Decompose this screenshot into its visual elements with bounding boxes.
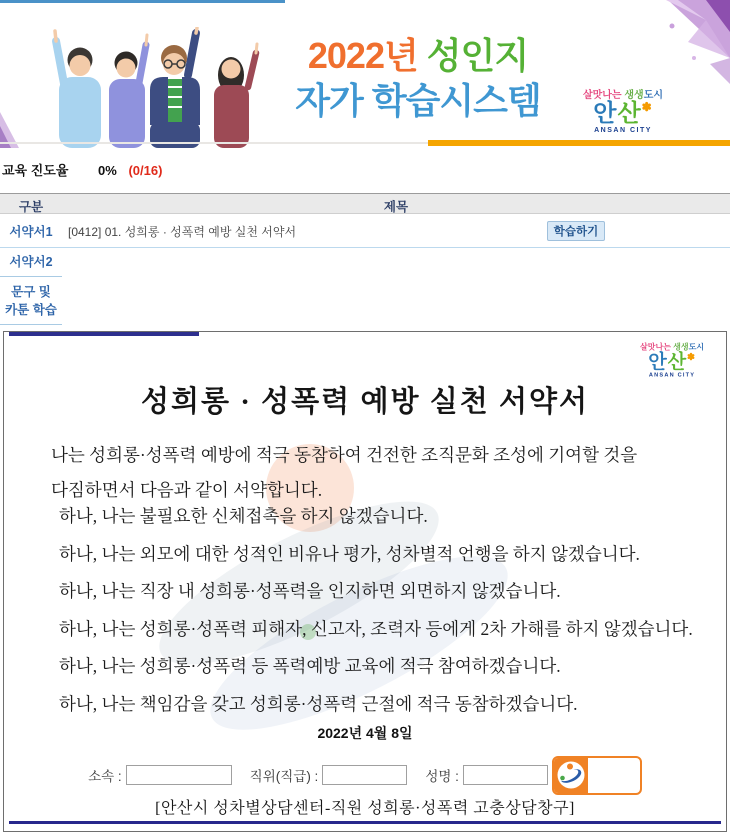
column-header-title: 제목 [383,200,409,214]
progress-percent: 0% [98,163,117,178]
pledge-intro-line2: 다짐하면서 다음과 같이 서약합니다. [51,480,323,500]
pledge-document [3,331,727,832]
document-navy-bottom-rule [9,821,721,824]
row-divider [0,247,730,248]
star-icon: ✽ [641,100,653,114]
banner-title-year: 2022년 [307,35,418,76]
table-row-category-cartoon[interactable]: 문구 및 카툰 학습 [5,285,57,317]
banner-floor-line [0,142,440,144]
ansan-symbol-icon [554,758,588,793]
progress-count: (0/16) [128,163,163,178]
pledge-item: 하나, 나는 성희롱·성폭력 등 폭력예방 교육에 적극 참여하겠습니다. [59,656,561,676]
tagline-blue: 도시 [643,90,664,101]
position-field[interactable] [322,765,407,785]
pledge-item: 하나, 나는 성희롱·성폭력 피해자, 신고자, 조력자 등에게 2차 가해를 하지 않겠습니다. [59,618,693,639]
progress-row [2,160,402,178]
ansan-city-logo-small: 살맛나는 생생도시 안산✽ ANSAN CITY [639,343,704,379]
tagline-pink: 살맛나는 [582,90,622,101]
row-divider [0,324,62,325]
pledge-date: 2022년 4월 8일 [317,725,413,741]
table-header-row [0,193,730,214]
position-label: 직위(직급) : [249,769,319,784]
ansan-city-logo [548,90,698,135]
table-row-category-pledge1[interactable]: 서약서1 [9,225,53,239]
stamp-submit-button[interactable] [552,756,642,795]
orange-accent-bar [428,140,730,146]
pledge-title: 성희롱 · 성폭력 예방 실천 서약서 [140,386,590,418]
purple-polygon-decoration [610,0,730,90]
row-divider [0,276,62,277]
name-label: 성명 : [425,769,459,784]
pledge-item: 하나, 나는 불필요한 신체접촉을 하지 않겠습니다. [59,506,428,526]
pledge-item: 하나, 나는 외모에 대한 성적인 비유나 평가, 성차별적 언행을 하지 않겠습니다. [59,543,640,564]
pledge-footer: [안산시 성차별상담센터-직원 성희롱·성폭력 고충상담창구] [155,800,575,817]
pledge-item: 하나, 나는 책임감을 갖고 성희롱·성폭력 근절에 적극 동참하겠습니다. [59,693,578,714]
affiliation-field[interactable] [126,765,232,785]
pledge-form-row [4,753,726,797]
banner-title-subject: 성인지 [426,35,529,76]
document-navy-top-rule [9,332,199,336]
pledge-intro [51,438,637,508]
pledge-intro-line1: 나는 성희롱·성폭력 예방에 적극 동참하여 건전한 조직문화 조성에 기여할 것을 [51,445,638,465]
name-field[interactable] [463,765,548,785]
header-banner [0,0,730,152]
pledge-items [59,503,693,728]
banner-title [283,33,553,123]
banner-title-line2: 자가 학습시스템 [295,80,541,121]
ansan-logo-name: 안산✽ [593,100,653,127]
table-row-title-link[interactable]: [0412] 01. 성희롱 · 성폭력 예방 실천 서약서 [68,225,297,239]
ansan-logo-city: ANSAN CITY [594,127,652,135]
tagline-green: 생생 [624,90,644,101]
star-icon: ✽ [686,351,696,363]
learn-button[interactable]: 학습하기 [547,221,605,241]
column-header-category: 구분 [18,200,44,214]
purple-corner-decoration [0,98,26,148]
pledge-item: 하나, 나는 직장 내 성희롱·성폭력을 인지하면 외면하지 않겠습니다. [59,581,561,601]
top-blue-rule [0,0,285,3]
progress-label: 교육 진도율 [2,163,69,178]
table-row-category-pledge2[interactable]: 서약서2 [9,255,53,269]
affiliation-label: 소속 : [88,769,122,784]
